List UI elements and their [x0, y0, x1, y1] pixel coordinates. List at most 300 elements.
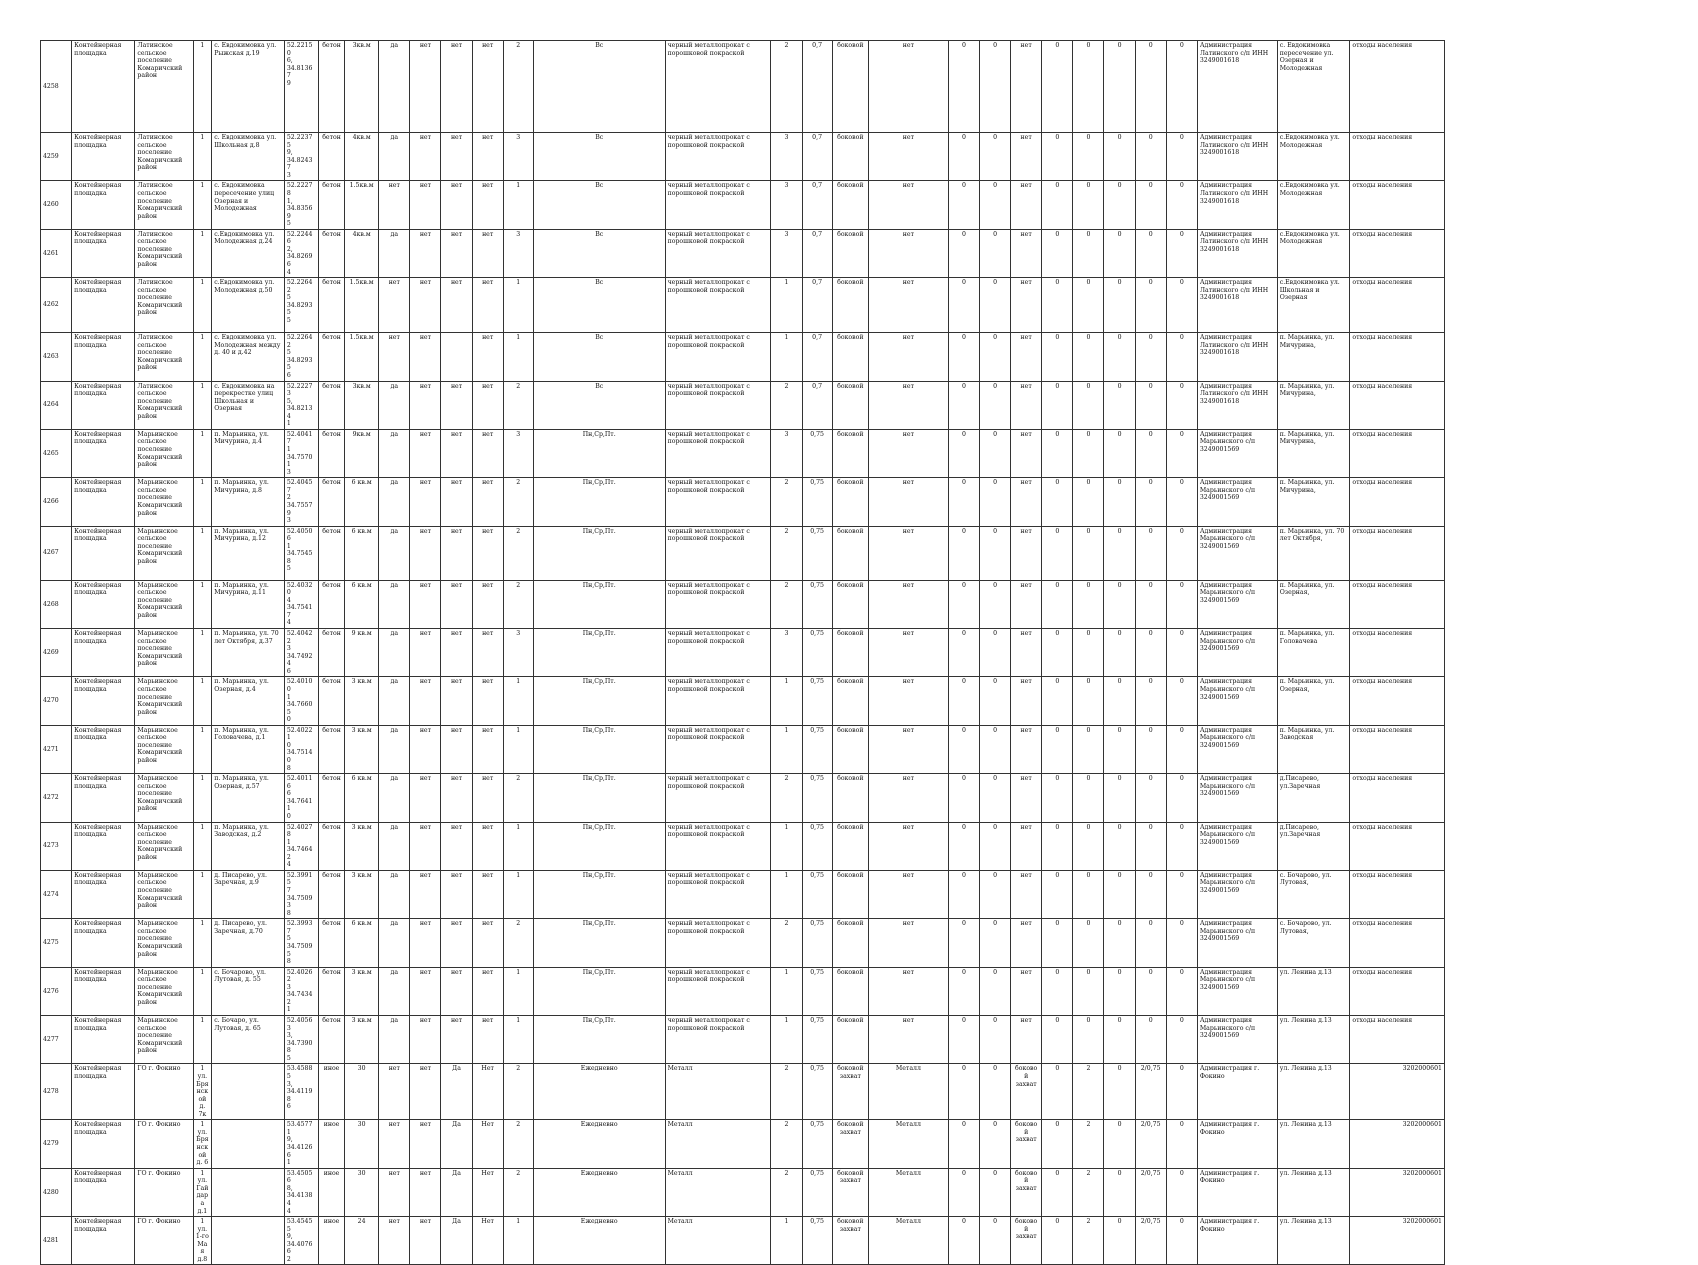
table-cell: Да: [441, 1120, 472, 1168]
table-cell: нет: [472, 725, 503, 773]
table-cell: д.Писарево, ул.Заречная: [1277, 822, 1350, 870]
table-cell: 0: [1104, 1120, 1135, 1168]
table-cell: 0: [1042, 526, 1073, 580]
table-cell: 52.40262 3 34.74342 1: [284, 967, 318, 1015]
table-cell: 1 ул. Брянской д. 6: [193, 1120, 212, 1168]
table-cell: иное: [319, 1217, 345, 1265]
table-cell: 1: [193, 919, 212, 967]
table-row: [41, 41, 1445, 133]
table-cell: боковой: [832, 580, 868, 628]
table-cell: 0: [979, 181, 1010, 229]
table-cell: 1: [503, 181, 533, 229]
table-cell: Марьинское сельское поселение Комаричский район: [135, 967, 193, 1015]
table-cell: нет: [441, 526, 472, 580]
table-cell: 0: [1073, 133, 1104, 181]
table-cell: 2: [771, 919, 802, 967]
table-cell: нет: [472, 41, 503, 133]
table-cell: Марьинское сельское поселение Комаричский район: [135, 1016, 193, 1064]
table-cell: 9кв.м: [345, 429, 379, 477]
row-number: 4269: [41, 629, 72, 677]
table-cell: Латинское сельское поселение Комаричский район: [135, 381, 193, 429]
table-cell: нет: [441, 381, 472, 429]
table-cell: боковой: [832, 870, 868, 918]
table-cell: Пн,Ср,Пт.: [533, 967, 665, 1015]
table-cell: 3202000601: [1350, 1217, 1445, 1265]
table-cell: 0: [1042, 229, 1073, 277]
table-cell: нет: [1011, 229, 1042, 277]
table-cell: нет: [868, 774, 948, 822]
table-cell: Вс: [533, 133, 665, 181]
table-cell: нет: [410, 822, 441, 870]
table-cell: 1: [771, 1016, 802, 1064]
table-cell: 0: [948, 181, 979, 229]
table-cell: п. Марьинка, ул. Мичурина,: [1277, 429, 1350, 477]
table-cell: 52.40417 1 34.75701 3: [284, 429, 318, 477]
table-cell: Пн,Ср,Пт.: [533, 629, 665, 677]
table-cell: нет: [410, 478, 441, 526]
table-cell: нет: [1011, 181, 1042, 229]
table-cell: нет: [1011, 41, 1042, 133]
table-cell: 0,75: [802, 725, 832, 773]
table-cell: Контейнерная площадка: [72, 429, 135, 477]
table-cell: 2: [503, 774, 533, 822]
table-cell: 3 кв.м: [345, 1016, 379, 1064]
table-cell: Марьинское сельское поселение Комаричский район: [135, 774, 193, 822]
table-cell: Да: [441, 1217, 472, 1265]
table-cell: 2/0,75: [1135, 1064, 1166, 1120]
table-cell: нет: [441, 629, 472, 677]
table-cell: п. Марьинка, ул. 70 лет Октября, д.37: [212, 629, 285, 677]
table-cell: 0: [1135, 1016, 1166, 1064]
table-cell: бетон: [319, 677, 345, 725]
table-cell: п. Марьинка, ул. Заводская, д.2: [212, 822, 285, 870]
table-cell: Контейнерная площадка: [72, 181, 135, 229]
table-cell: 0: [1166, 381, 1197, 429]
table-cell: нет: [1011, 677, 1042, 725]
table-cell: нет: [441, 41, 472, 133]
table-cell: 0: [1104, 822, 1135, 870]
table-cell: нет: [868, 580, 948, 628]
table-cell: Контейнерная площадка: [72, 278, 135, 333]
table-cell: 2: [771, 1064, 802, 1120]
table-cell: 1: [193, 629, 212, 677]
table-cell: нет: [1011, 919, 1042, 967]
table-cell: нет: [868, 629, 948, 677]
table-cell: 0: [948, 919, 979, 967]
table-cell: нет: [441, 677, 472, 725]
table-cell: боковой захват: [832, 1064, 868, 1120]
table-cell: нет: [868, 1016, 948, 1064]
table-cell: 53.45885 3, 34.41198 6: [284, 1064, 318, 1120]
table-cell: 1: [771, 1217, 802, 1265]
table-cell: 0: [1166, 229, 1197, 277]
table-cell: нет: [410, 429, 441, 477]
table-cell: 0: [1135, 822, 1166, 870]
table-cell: боковой: [832, 919, 868, 967]
table-row: [41, 774, 1445, 822]
table-cell: 0,75: [802, 919, 832, 967]
table-cell: Администрация Латинского с/п ИНН 3249001618: [1197, 333, 1277, 381]
table-cell: нет: [1011, 1016, 1042, 1064]
table-cell: 2: [771, 774, 802, 822]
table-cell: 1: [771, 725, 802, 773]
table-cell: 0: [1135, 41, 1166, 133]
table-cell: нет: [441, 580, 472, 628]
table-cell: 0: [1042, 429, 1073, 477]
table-cell: Металл: [868, 1168, 948, 1216]
table-cell: нет: [1011, 429, 1042, 477]
table-row: [41, 278, 1445, 333]
table-cell: 1: [193, 822, 212, 870]
table-cell: Контейнерная площадка: [72, 333, 135, 381]
table-cell: 0,7: [802, 181, 832, 229]
table-cell: 3 кв.м: [345, 822, 379, 870]
table-cell: Администрация Марьинского с/п 3249001569: [1197, 429, 1277, 477]
table-cell: 0: [979, 381, 1010, 429]
table-cell: нет: [868, 333, 948, 381]
row-number: 4273: [41, 822, 72, 870]
table-cell: нет: [472, 774, 503, 822]
table-cell: бетон: [319, 429, 345, 477]
table-cell: отходы населения: [1350, 333, 1445, 381]
table-cell: нет: [868, 278, 948, 333]
table-cell: 0: [979, 1217, 1010, 1265]
table-cell: да: [379, 629, 410, 677]
table-cell: 0: [1166, 429, 1197, 477]
table-cell: 2: [771, 1168, 802, 1216]
table-cell: Металл: [665, 1217, 771, 1265]
table-cell: 0: [948, 133, 979, 181]
table-cell: 52.40506 1 34.75458 5: [284, 526, 318, 580]
table-cell: 0: [948, 41, 979, 133]
row-number: 4272: [41, 774, 72, 822]
table-cell: нет: [1011, 629, 1042, 677]
table-cell: Марьинское сельское поселение Комаричский район: [135, 725, 193, 773]
table-cell: 0: [979, 333, 1010, 381]
table-cell: боковой: [832, 677, 868, 725]
table-cell: Администрация Марьинского с/п 3249001569: [1197, 774, 1277, 822]
table-cell: 52.39937 5 34.75095 8: [284, 919, 318, 967]
table-cell: иное: [319, 1168, 345, 1216]
table-cell: 0,75: [802, 1168, 832, 1216]
table-cell: 0: [1042, 1016, 1073, 1064]
table-cell: 0,75: [802, 478, 832, 526]
table-cell: Марьинское сельское поселение Комаричский район: [135, 580, 193, 628]
table-cell: Пн,Ср,Пт.: [533, 870, 665, 918]
table-cell: 1: [193, 381, 212, 429]
table-cell: боковой: [832, 333, 868, 381]
table-cell: 3кв.м: [345, 381, 379, 429]
table-cell: 0: [1166, 278, 1197, 333]
table-cell: нет: [1011, 381, 1042, 429]
table-cell: п. Марьинка, ул. Мичурина,: [1277, 333, 1350, 381]
table-cell: нет: [441, 181, 472, 229]
table-cell: 1: [771, 677, 802, 725]
table-cell: Пн,Ср,Пт.: [533, 526, 665, 580]
row-number: 4281: [41, 1217, 72, 1265]
table-cell: д. Писарево, ул. Заречная, д.9: [212, 870, 285, 918]
table-cell: с.Евдокимовка ул. Молодежная д.50: [212, 278, 285, 333]
table-cell: Марьинское сельское поселение Комаричский район: [135, 677, 193, 725]
table-cell: иное: [319, 1120, 345, 1168]
table-cell: 0: [1042, 1217, 1073, 1265]
table-cell: отходы населения: [1350, 822, 1445, 870]
table-cell: нет: [410, 1168, 441, 1216]
table-cell: да: [379, 1016, 410, 1064]
table-cell: нет: [472, 229, 503, 277]
table-cell: 2: [771, 381, 802, 429]
table-cell: нет: [410, 333, 441, 381]
table-cell: 0: [1166, 822, 1197, 870]
table-cell: нет: [868, 181, 948, 229]
table-cell: нет: [472, 133, 503, 181]
table-cell: с. Евдокимовка пересечение ул. Озерная и Молодежная: [1277, 41, 1350, 133]
table-row: [41, 919, 1445, 967]
table-cell: 2: [771, 478, 802, 526]
table-row: [41, 429, 1445, 477]
table-cell: 1: [503, 1217, 533, 1265]
table-cell: 0: [1073, 822, 1104, 870]
table-cell: 0: [1073, 229, 1104, 277]
table-cell: нет: [472, 629, 503, 677]
table-cell: 0: [1166, 1168, 1197, 1216]
table-cell: 2: [1073, 1168, 1104, 1216]
table-cell: нет: [472, 333, 503, 381]
table-cell: 0: [948, 333, 979, 381]
row-number: 4280: [41, 1168, 72, 1216]
table-cell: 0: [948, 278, 979, 333]
table-cell: 0: [1073, 725, 1104, 773]
table-cell: Латинское сельское поселение Комаричский район: [135, 333, 193, 381]
table-cell: д.Писарево, ул.Заречная: [1277, 774, 1350, 822]
table-cell: нет: [868, 919, 948, 967]
table-cell: с. Бочарово, ул. Лутовая,: [1277, 870, 1350, 918]
table-cell: нет: [441, 822, 472, 870]
table-cell: черный металлопрокат с порошковой покраской: [665, 41, 771, 133]
table-cell: 3: [503, 229, 533, 277]
table-cell: нет: [1011, 725, 1042, 773]
table-cell: [212, 1217, 285, 1265]
table-cell: бетон: [319, 1016, 345, 1064]
table-cell: Администрация Марьинского с/п 3249001569: [1197, 919, 1277, 967]
table-cell: Пн,Ср,Пт.: [533, 725, 665, 773]
table-cell: 30: [345, 1168, 379, 1216]
table-cell: Пн,Ср,Пт.: [533, 774, 665, 822]
table-cell: 0: [979, 41, 1010, 133]
table-cell: нет: [410, 1217, 441, 1265]
table-cell: нет: [379, 1120, 410, 1168]
table-row: [41, 677, 1445, 725]
table-cell: черный металлопрокат с порошковой покраской: [665, 870, 771, 918]
table-cell: 0,7: [802, 278, 832, 333]
table-cell: п. Марьинка, ул. Мичурина,: [1277, 478, 1350, 526]
table-cell: 0: [1042, 133, 1073, 181]
row-number: 4266: [41, 478, 72, 526]
table-cell: Контейнерная площадка: [72, 677, 135, 725]
table-cell: 0: [1042, 629, 1073, 677]
table-cell: Пн,Ср,Пт.: [533, 919, 665, 967]
table-cell: 0: [1166, 580, 1197, 628]
row-number: 4277: [41, 1016, 72, 1064]
table-cell: 0: [1104, 333, 1135, 381]
table-cell: нет: [441, 967, 472, 1015]
table-cell: отходы населения: [1350, 181, 1445, 229]
table-cell: Латинское сельское поселение Комаричский район: [135, 41, 193, 133]
table-cell: 52.22642 5 34.82935 5: [284, 278, 318, 333]
table-cell: 0: [1042, 967, 1073, 1015]
table-cell: Вс: [533, 181, 665, 229]
table-cell: 0: [1104, 229, 1135, 277]
table-cell: 0: [979, 580, 1010, 628]
table-cell: 3202000601: [1350, 1120, 1445, 1168]
table-cell: нет: [1011, 333, 1042, 381]
table-cell: 0: [979, 870, 1010, 918]
table-cell: 3 кв.м: [345, 725, 379, 773]
table-cell: 0: [1166, 919, 1197, 967]
table-cell: нет: [472, 919, 503, 967]
table-cell: бетон: [319, 229, 345, 277]
table-cell: 0: [979, 1120, 1010, 1168]
row-number: 4275: [41, 919, 72, 967]
table-cell: Администрация Марьинского с/п 3249001569: [1197, 580, 1277, 628]
table-cell: п. Марьинка, ул. Озерная, д.4: [212, 677, 285, 725]
table-cell: нет: [868, 41, 948, 133]
table-cell: 52.40100 1 34.76605 0: [284, 677, 318, 725]
table-cell: 0: [1104, 526, 1135, 580]
table-cell: нет: [1011, 580, 1042, 628]
table-cell: Контейнерная площадка: [72, 478, 135, 526]
table-cell: 1: [503, 677, 533, 725]
row-number: 4276: [41, 967, 72, 1015]
table-cell: 3: [771, 629, 802, 677]
table-cell: 1: [503, 725, 533, 773]
table-cell: Контейнерная площадка: [72, 580, 135, 628]
table-cell: 3кв.м: [345, 41, 379, 133]
table-cell: 0: [979, 229, 1010, 277]
table-cell: черный металлопрокат с порошковой покраской: [665, 725, 771, 773]
table-cell: 0: [1166, 725, 1197, 773]
table-cell: нет: [1011, 478, 1042, 526]
table-cell: 0: [979, 133, 1010, 181]
table-cell: 0: [1073, 774, 1104, 822]
table-cell: боковой захват: [832, 1217, 868, 1265]
table-cell: Марьинское сельское поселение Комаричский район: [135, 919, 193, 967]
table-row: [41, 229, 1445, 277]
container-sites-table: [40, 40, 1445, 1265]
row-number: 4263: [41, 333, 72, 381]
table-cell: 52.22278 1, 34.83569 5: [284, 181, 318, 229]
table-cell: 0: [1042, 1064, 1073, 1120]
table-cell: с. Евдокимовка пересечение улиц Озерная и Молодежная: [212, 181, 285, 229]
table-cell: 1: [503, 1016, 533, 1064]
table-cell: боковой: [832, 822, 868, 870]
table-cell: 0: [948, 1016, 979, 1064]
table-cell: Администрация г. Фокино: [1197, 1217, 1277, 1265]
table-cell: 0: [1104, 870, 1135, 918]
table-cell: 0: [1042, 774, 1073, 822]
table-cell: 1: [193, 478, 212, 526]
table-cell: Администрация Латинского с/п ИНН 3249001618: [1197, 133, 1277, 181]
table-cell: 0: [1042, 870, 1073, 918]
table-cell: 2: [503, 526, 533, 580]
table-cell: нет: [868, 526, 948, 580]
table-cell: да: [379, 774, 410, 822]
table-cell: Металл: [868, 1120, 948, 1168]
table-cell: Металл: [868, 1217, 948, 1265]
table-cell: с.Евдокимовка ул. Молодежная: [1277, 133, 1350, 181]
table-cell: 0: [1042, 41, 1073, 133]
table-cell: Администрация Латинского с/п ИНН 3249001618: [1197, 381, 1277, 429]
table-cell: 0: [1104, 725, 1135, 773]
table-cell: Администрация Марьинского с/п 3249001569: [1197, 677, 1277, 725]
table-cell: Контейнерная площадка: [72, 725, 135, 773]
table-cell: 0: [1073, 1016, 1104, 1064]
table-cell: ул. Ленина д.13: [1277, 1064, 1350, 1120]
table-cell: боковой: [832, 278, 868, 333]
table-cell: нет: [1011, 774, 1042, 822]
table-cell: нет: [868, 229, 948, 277]
table-cell: 0,75: [802, 629, 832, 677]
table-cell: нет: [868, 677, 948, 725]
table-cell: 0: [948, 774, 979, 822]
table-cell: 0: [979, 278, 1010, 333]
table-cell: Марьинское сельское поселение Комаричский район: [135, 526, 193, 580]
table-cell: 0: [1135, 133, 1166, 181]
table-cell: Администрация Латинского с/п ИНН 3249001618: [1197, 229, 1277, 277]
table-cell: 0: [1104, 41, 1135, 133]
table-cell: п. Марьинка, ул. Заводская: [1277, 725, 1350, 773]
table-cell: 0: [1042, 181, 1073, 229]
table-cell: отходы населения: [1350, 580, 1445, 628]
table-cell: 0: [948, 1064, 979, 1120]
table-cell: 2: [771, 41, 802, 133]
table-cell: черный металлопрокат с порошковой покраской: [665, 429, 771, 477]
table-cell: 0,75: [802, 580, 832, 628]
table-row: [41, 1016, 1445, 1064]
table-cell: 30: [345, 1064, 379, 1120]
table-cell: ГО г. Фокино: [135, 1120, 193, 1168]
table-cell: 0: [1166, 1064, 1197, 1120]
table-cell: 52.40422 3 34.74924 6: [284, 629, 318, 677]
table-cell: Нет: [472, 1217, 503, 1265]
table-cell: Нет: [472, 1120, 503, 1168]
table-cell: нет: [410, 133, 441, 181]
table-row: [41, 967, 1445, 1015]
table-cell: Контейнерная площадка: [72, 1064, 135, 1120]
table-cell: Контейнерная площадка: [72, 967, 135, 1015]
table-cell: нет: [410, 629, 441, 677]
table-cell: 0: [979, 429, 1010, 477]
table-cell: п. Марьинка, ул. Мичурина,: [1277, 381, 1350, 429]
table-cell: нет: [868, 381, 948, 429]
table-cell: 0: [948, 381, 979, 429]
table-cell: 9 кв.м: [345, 629, 379, 677]
table-cell: 0,75: [802, 1217, 832, 1265]
table-cell: Металл: [665, 1064, 771, 1120]
table-cell: нет: [410, 725, 441, 773]
row-number: 4258: [41, 41, 72, 133]
table-cell: 2: [503, 580, 533, 628]
table-cell: нет: [410, 1016, 441, 1064]
table-cell: Латинское сельское поселение Комаричский район: [135, 181, 193, 229]
table-cell: да: [379, 725, 410, 773]
table-cell: ГО г. Фокино: [135, 1168, 193, 1216]
table-cell: ул. Ленина д.13: [1277, 967, 1350, 1015]
row-number: 4271: [41, 725, 72, 773]
table-cell: 0: [1135, 967, 1166, 1015]
table-row: [41, 133, 1445, 181]
table-cell: 0: [979, 677, 1010, 725]
